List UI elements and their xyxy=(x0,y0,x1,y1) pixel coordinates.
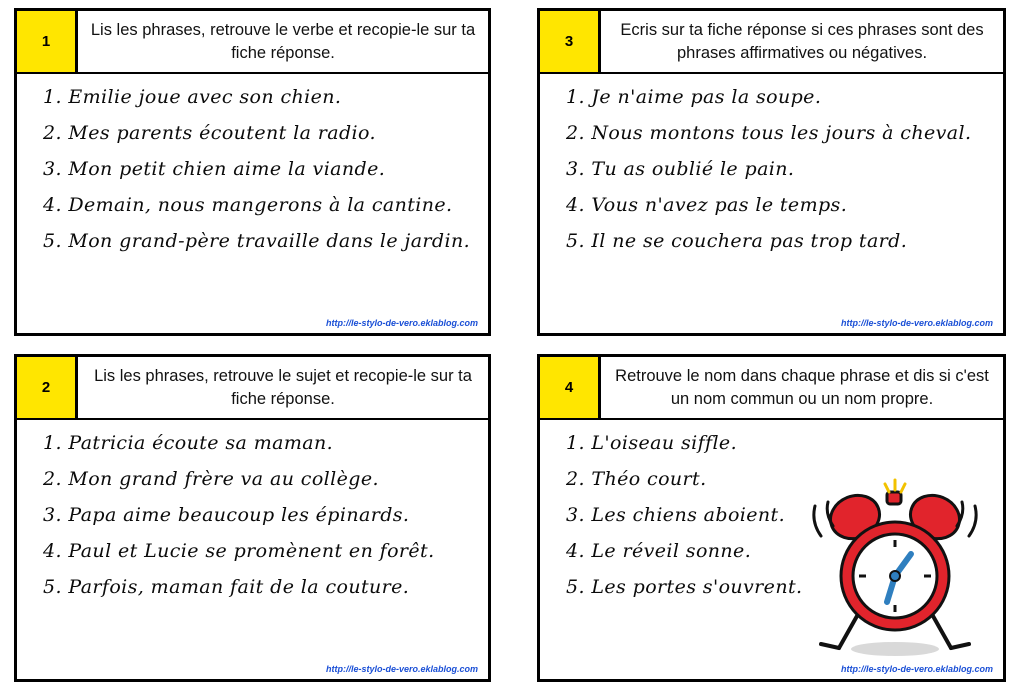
card-header xyxy=(14,354,491,420)
task-card-3 xyxy=(537,8,1006,336)
sentence-item: 1. Patricia écoute sa maman. xyxy=(43,432,334,454)
sentence-item: 4. Vous n'avez pas le temps. xyxy=(566,193,848,216)
card-header xyxy=(537,8,1006,74)
sentence-item: 3. Les chiens aboient. xyxy=(566,503,786,526)
sentence-item: 2. Nous montons tous les jours à cheval. xyxy=(566,121,972,144)
card-body xyxy=(14,420,491,682)
card-body xyxy=(14,74,491,336)
sentence-item: 2. Mes parents écoutent la radio. xyxy=(43,121,376,144)
sentence-item: 5. Parfois, maman fait de la couture. xyxy=(43,575,410,598)
sentence-item: 3. Mon petit chien aime la viande. xyxy=(43,157,386,180)
card-body xyxy=(537,74,1006,336)
sentence-item: 4. Demain, nous mangerons à la cantine. xyxy=(43,193,453,216)
alarm-clock-icon xyxy=(799,476,989,661)
credit-link[interactable]: http://le-stylo-de-vero.eklablog.com xyxy=(840,664,993,674)
task-card-1 xyxy=(14,8,491,336)
sentence-item: 4. Paul et Lucie se promènent en forêt. xyxy=(43,539,435,562)
sentence-item: 3. Papa aime beaucoup les épinards. xyxy=(43,503,410,526)
card-number-badge: 2 xyxy=(17,357,78,418)
credit-link[interactable]: http://le-stylo-de-vero.eklablog.com xyxy=(326,318,479,328)
card-number-badge: 4 xyxy=(540,357,601,418)
card-instruction: Lis les phrases, retrouve le sujet et recopie-le sur ta fiche réponse. xyxy=(94,367,472,408)
task-card-4 xyxy=(537,354,1006,682)
credit-link[interactable]: http://le-stylo-de-vero.eklablog.com xyxy=(840,318,993,328)
card-instruction: Lis les phrases, retrouve le verbe et recopie-le sur ta fiche réponse. xyxy=(90,21,476,62)
sentence-item: 5. Les portes s'ouvrent. xyxy=(566,575,803,598)
sentence-item: 4. Le réveil sonne. xyxy=(566,539,752,562)
sentence-item: 1. Je n'aime pas la soupe. xyxy=(566,86,822,108)
card-header xyxy=(537,354,1006,420)
sentence-item: 3. Tu as oublié le pain. xyxy=(566,157,795,180)
sentence-item: 2. Théo court. xyxy=(566,467,707,490)
card-header xyxy=(14,8,491,74)
sentence-item: 2. Mon grand frère va au collège. xyxy=(43,467,379,490)
credit-link[interactable]: http://le-stylo-de-vero.eklablog.com xyxy=(326,664,479,674)
task-card-2 xyxy=(14,354,491,682)
sentence-item: 1. Emilie joue avec son chien. xyxy=(43,86,342,108)
card-instruction: Ecris sur ta fiche réponse si ces phrases sont des phrases affirmatives ou négatives. xyxy=(620,21,984,62)
sentence-item: 1. L'oiseau siffle. xyxy=(566,432,738,454)
card-instruction: Retrouve le nom dans chaque phrase et dis si c'est un nom commun ou un nom propre. xyxy=(615,367,989,408)
sentence-item: 5. Il ne se couchera pas trop tard. xyxy=(566,229,908,252)
sentence-item: 5. Mon grand-père travaille dans le jardin. xyxy=(43,229,471,252)
card-number-badge: 1 xyxy=(17,11,78,72)
card-body xyxy=(537,420,1006,682)
card-number-badge: 3 xyxy=(540,11,601,72)
